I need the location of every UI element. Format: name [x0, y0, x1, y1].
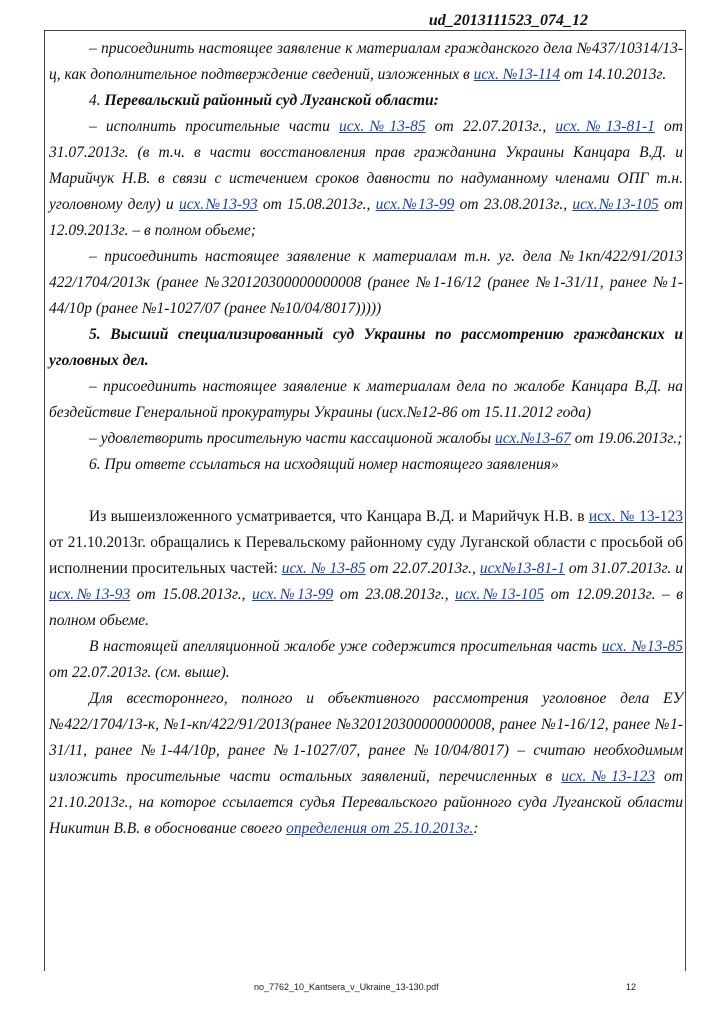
text-run: Для всестороннего, полного и объективного рассмотрения уголовное дела ЕУ №422/1704/13-к, №1-кп/422/91/2013(ранее №320120300000000008, ранее №1-16/12, ранее №1-31/11, ранее №1-44/10р, ранее №1-1027/07, ранее №10/04/8017) – считаю необходимым изложить просительные части остальных заявлений, перечисленных в [49, 690, 683, 785]
paragraph [49, 322, 683, 374]
text-run: от 23.08.2013г., [333, 586, 456, 603]
paragraph [49, 634, 683, 686]
footer-filename: no_7762_10_Kantsera_v_Ukraine_13-130.pdf [254, 982, 439, 992]
document-body [49, 36, 683, 842]
text-run: – исполнить просительные части [89, 118, 340, 135]
reference-link[interactable]: исх. № 13-123 [588, 508, 684, 525]
reference-link[interactable]: исх.№13-67 [494, 430, 571, 447]
paragraph [49, 686, 683, 842]
text-run: от 22.07.2013г., [365, 560, 480, 577]
text-run: от 21.10.2013г. обращались к Перевальскому районному суду Луганской области с просьбой об исполнении просительных частей: [49, 534, 683, 577]
text-run: от 31.07.2013г. (в т.ч. в части восстановления прав гражданина Украины Канцара В.Д. и Марийчук Н.В. в связи с истечением сроков давности по надуманному членами ОПГ т.н. уголовному делу) и [49, 118, 684, 213]
text-run: : [473, 820, 479, 837]
text-run: 5. Высший специализированный суд Украины по рассмотрению гражданских и уголовных дел. [49, 326, 683, 369]
text-run: Перевальский районный суд Луганской области: [104, 92, 439, 109]
text-run: – присоединить настоящее заявление к материалам т.н. уг. дела №1кп/422/91/2013 422/1704/2013к (ранее №320120300000000008 (ранее №1-16/12 (ранее №1-31/11, ранее №1-44/10р (ранее №1-1027/07 (ранее №10/04/8017))))) [49, 248, 683, 317]
reference-link[interactable]: исх.№13-123 [561, 768, 656, 785]
text-run: Из вышеизложенного усматривается, что Канцара В.Д. и Марийчук Н.В. в [89, 508, 589, 525]
paragraph [49, 504, 683, 634]
text-run: от 31.07.2013г. и [564, 560, 683, 577]
paragraph [49, 36, 683, 88]
reference-link[interactable]: исх. № 13-85 [281, 560, 366, 577]
paragraph [49, 374, 683, 426]
reference-link[interactable]: исх.№13-81-1 [555, 118, 655, 135]
reference-link[interactable]: исх.№13-93 [49, 586, 131, 603]
text-run: от 19.06.2013г.; [570, 430, 683, 447]
paragraph [49, 452, 683, 478]
text-run: от 15.08.2013г., [257, 196, 376, 213]
document-id: ud_2013111523_074_12 [428, 12, 588, 29]
paragraph [49, 426, 683, 452]
text-run: – присоединить настоящее заявление к материалам дела по жалобе Канцара В.Д. на бездействие Генеральной прокуратуры Украины (исх.№12-86 от 15.11.2012 года) [49, 378, 683, 421]
paragraph [49, 88, 683, 114]
text-run: 4. [89, 92, 105, 109]
paragraph [49, 244, 683, 322]
text-run: от 14.10.2013г. [560, 66, 667, 83]
text-run: – удовлетворить просительную части кассационой жалобы [89, 430, 495, 447]
text-run: В настоящей апелляционной жалобе уже содержится просительная часть [89, 638, 602, 655]
reference-link[interactable]: исх.№13-99 [375, 196, 455, 213]
reference-link[interactable]: исх. №13-85 [601, 638, 683, 655]
text-run: от 12.09.2013г. – в полном обьеме. [49, 586, 683, 629]
text-run: от 15.08.2013г., [130, 586, 253, 603]
reference-link[interactable]: определения от 25.10.2013г. [286, 820, 474, 837]
text-run: от 22.07.2013г., [425, 118, 556, 135]
paragraph-spacer [49, 478, 683, 504]
reference-link[interactable]: исх.№13-85 [339, 118, 426, 135]
reference-link[interactable]: исх№13-81-1 [479, 560, 565, 577]
text-run: от 12.09.2013г. – в полном обьеме; [49, 196, 683, 239]
text-run: от 22.07.2013г. (см. выше). [49, 664, 230, 681]
text-run: 6. При ответе ссылаться на исходящий номер настоящего заявления» [89, 456, 559, 473]
reference-link[interactable]: исх.№13-93 [178, 196, 258, 213]
reference-link[interactable]: исх.№13-99 [252, 586, 334, 603]
text-run: от 23.08.2013г., [454, 196, 573, 213]
text-run: – присоединить настоящее заявление к материалам гражданского дела №437/10314/13-ц, как дополнительное подтверждение сведений, изложенных в [49, 40, 683, 83]
reference-link[interactable]: исх.№13-105 [572, 196, 659, 213]
text-run: от 21.10.2013г., на которое ссылается судья Перевальского районного суда Луганской области Никитин В.В. в обоснование своего [49, 768, 683, 837]
paragraph [49, 114, 683, 244]
page-number: 12 [626, 982, 637, 992]
reference-link[interactable]: исх.№13-105 [455, 586, 545, 603]
reference-link[interactable]: исх. №13-114 [473, 66, 561, 83]
